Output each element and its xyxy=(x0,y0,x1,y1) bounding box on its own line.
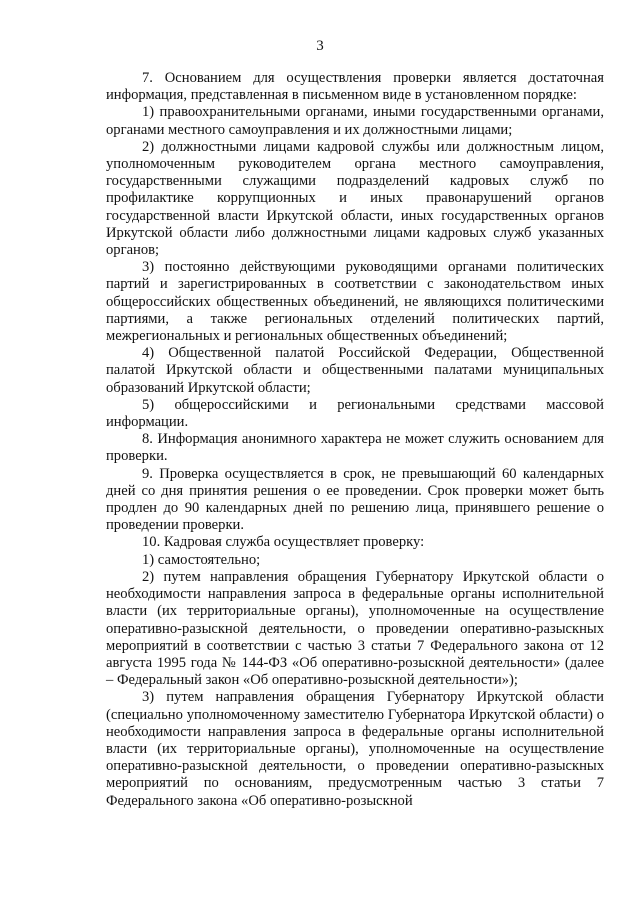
paragraph-item-10: 10. Кадровая служба осуществляет проверку: xyxy=(142,534,425,551)
page-number: 3 xyxy=(316,38,324,54)
paragraph-item-8: 8. Информация анонимного характера не может служить основанием для проверки. xyxy=(106,431,604,465)
paragraph-subitem-10-3: 3) путем направления обращения Губернатору Иркутской области (специально уполномоченному заместителю Губернатора Иркутской области) о необходимости направления запроса в федеральные органы исполнительной власти (их территориальные органы), уполномоченные на осуществление оперативно-разыскной деятельности, о проведении оперативно-разыскных мероприятий по основаниям, предусмотренным частью 3 статьи 7 Федерального закона «Об оперативно-розыскной xyxy=(106,689,604,809)
paragraph-subitem-10-1: 1) самостоятельно; xyxy=(142,551,261,568)
paragraph-subitem-2: 2) должностными лицами кадровой службы или должностным лицом, уполномоченным руководителем органа местного самоуправления, государственными служащими подразделений кадровых служб по профилактике коррупционных и иных правонарушений органов государственной власти Иркутской области, иных государственных органов Иркутской области либо должностными лицами кадровых служб указанных органов; xyxy=(106,138,604,259)
paragraph-subitem-4: 4) Общественной палатой Российской Федерации, Общественной палатой Иркутской области и общественными палатами муниципальных образований Иркутской области; xyxy=(106,345,604,396)
paragraph-subitem-3: 3) постоянно действующими руководящими органами политических партий и зарегистрированных в соответствии с законодательством иных общероссийских общественных объединений, не являющихся политическими партиями, а также региональных отделений политических партий, межрегиональных и региональных общественных объединений; xyxy=(106,259,604,345)
document-body xyxy=(106,70,604,810)
paragraph-subitem-5: 5) общероссийскими и региональными средствами массовой информации. xyxy=(106,396,604,431)
paragraph-subitem-10-2: 2) путем направления обращения Губернатору Иркутской области о необходимости направления запроса в федеральные органы исполнительной власти (их территориальные органы), уполномоченные на осуществление оперативно-разыскной деятельности, о проведении оперативно-разыскных мероприятий в соответствии с частью 3 статьи 7 Федерального закона от 12 августа 1995 года № 144-ФЗ «Об оперативно-розыскной деятельности» (далее – Федеральный закон «Об оперативно-розыскной деятельности»); xyxy=(106,568,604,689)
paragraph-item-9: 9. Проверка осуществляется в срок, не превышающий 60 календарных дней со дня принятия решения о ее проведении. Срок проверки может быть продлен до 90 календарных дней по решению лица, принявшего решение о проведении проверки. xyxy=(106,465,604,534)
paragraph-item-7: 7. Основанием для осуществления проверки является достаточная информация, представленная в письменном виде в установленном порядке: xyxy=(106,70,604,104)
paragraph-subitem-1: 1) правоохранительными органами, иными государственными органами, органами местного самоуправления и их должностными лицами; xyxy=(106,104,604,138)
